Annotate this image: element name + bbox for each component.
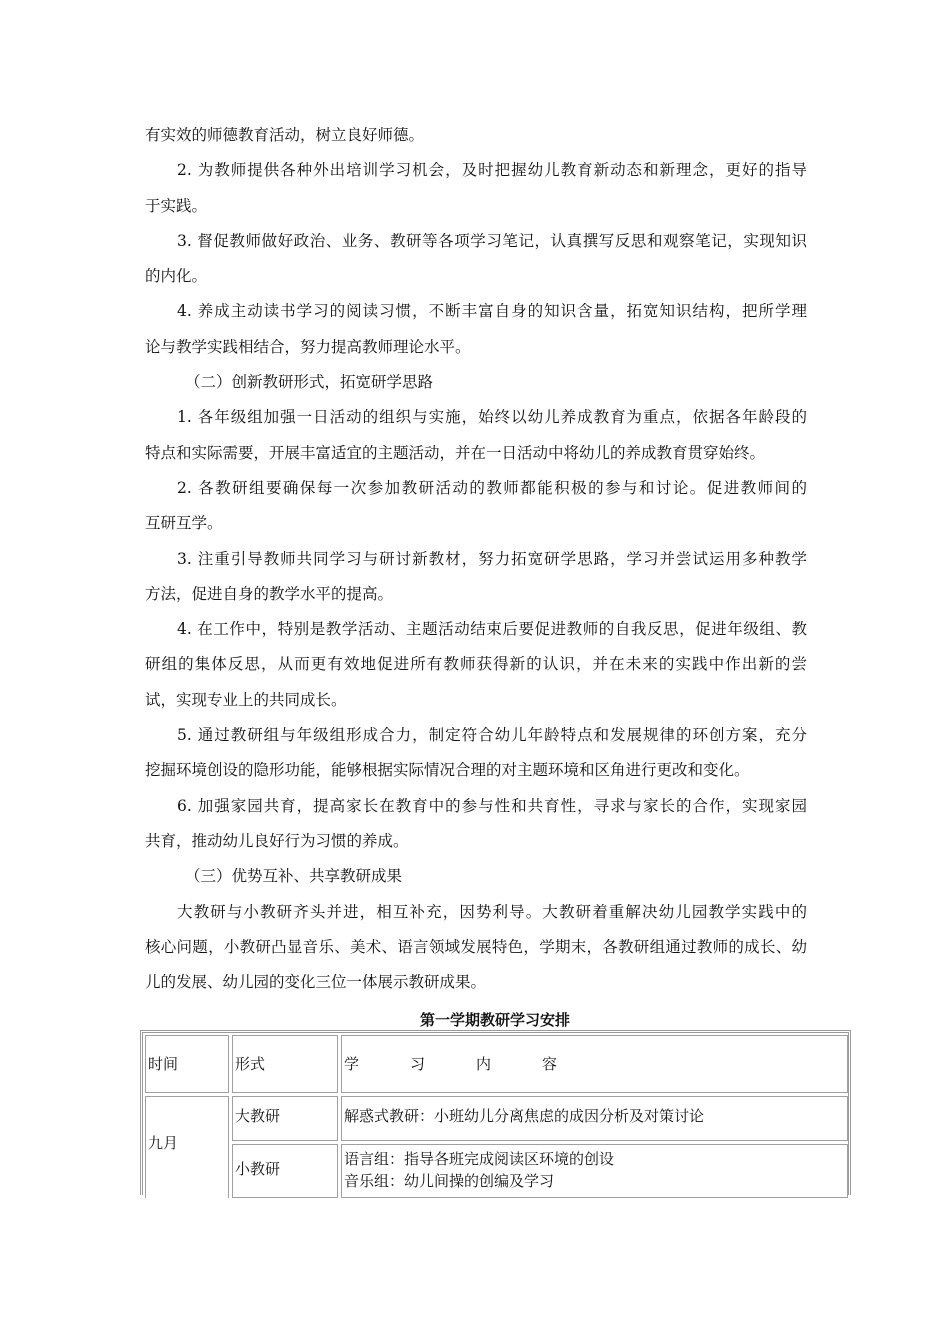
text-line: 2. 为教师提供各种外出培训学习机会，及时把握幼儿教育新动态和新理念，更好的指导 [177, 161, 807, 180]
header-content [341, 1035, 848, 1093]
schedule-table [140, 1030, 851, 1195]
cell-big-content: 解惑式教研：小班幼儿分离焦虑的成因分析及对策讨论 [341, 1096, 848, 1141]
header-content-char: 容 [542, 1055, 558, 1073]
text-line: 研组的集体反思，从而更有效地促进所有教师获得新的认识，并在未来的实践中作出新的尝 [145, 655, 807, 674]
cell-month: 九月 [145, 1096, 229, 1198]
small-content-line: 语言组：指导各班完成阅读区环境的创设 [344, 1150, 615, 1168]
text-line: 挖掘环境创设的隐形功能，能够根据实际情况合理的对主题环境和区角进行更改和变化。 [145, 761, 750, 780]
text-line: 论与教学实践相结合，努力提高教师理论水平。 [145, 337, 471, 356]
header-content-char: 内 [476, 1055, 492, 1073]
text-line: 的内化。 [145, 267, 208, 286]
header-form: 形式 [232, 1035, 338, 1093]
text-line: 4. 在工作中，特别是教学活动、主题活动结束后要促进教师的自我反思，促进年级组、教 [177, 620, 807, 639]
text-line: 2. 各教研组要确保每一次参加教研活动的教师都能积极的参与和讨论。促进教师间的 [177, 478, 807, 497]
text-line: 6. 加强家园共育，提高家长在教育中的参与性和共育性，寻求与家长的合作，实现家园 [177, 796, 807, 815]
text-line: 于实践。 [145, 196, 208, 215]
text-line: 特点和实际需要，开展丰富适宜的主题活动，并在一日活动中将幼儿的养成教育贯穿始终。 [145, 443, 766, 462]
text-line: 互研互学。 [145, 514, 223, 533]
cell-small-content [341, 1144, 848, 1198]
body-text [145, 118, 807, 1000]
cell-big-form: 大教研 [232, 1096, 338, 1141]
header-content-char: 习 [410, 1055, 426, 1073]
text-line: 有实效的师德教育活动，树立良好师德。 [145, 126, 425, 144]
text-line: 共育，推动幼儿良好行为习惯的养成。 [145, 831, 409, 850]
section-heading: （二）创新教研形式，拓宽研学思路 [185, 373, 434, 392]
text-line: 1. 各年级组加强一日活动的组织与实施，始终以幼儿养成教育为重点，依据各年龄段的 [177, 408, 807, 427]
text-line: 试，实现专业上的共同成长。 [145, 690, 347, 709]
section-heading: （三）优势互补、共享教研成果 [185, 867, 403, 886]
text-line: 3. 注重引导教师共同学习与研讨新教材，努力拓宽研学思路，学习并尝试运用多种教学 [177, 549, 807, 568]
header-time: 时间 [145, 1035, 229, 1093]
small-content-line: 音乐组：幼儿间操的创编及学习 [344, 1172, 555, 1190]
text-line: 大教研与小教研齐头并进，相互补充，因势利导。大教研着重解决幼儿园教学实践中的 [177, 902, 807, 921]
text-line: 3. 督促教师做好政治、业务、教研等各项学习笔记，认真撰写反思和观察笔记，实现知识 [177, 231, 807, 250]
text-line: 儿的发展、幼儿园的变化三位一体展示教研成果。 [145, 973, 487, 992]
text-line: 5. 通过教研组与年级组形成合力，制定符合幼儿年龄特点和发展规律的环创方案，充分 [177, 726, 807, 745]
cell-small-form: 小教研 [232, 1144, 338, 1198]
text-line: 方法，促进自身的教学水平的提高。 [145, 584, 394, 603]
table-title: 第一学期教研学习安排 [419, 1011, 570, 1029]
header-content-char: 学 [344, 1055, 360, 1073]
text-line: 4. 养成主动读书学习的阅读习惯，不断丰富自身的知识含量，拓宽知识结构，把所学理 [177, 302, 807, 321]
text-line: 核心问题，小教研凸显音乐、美术、语言领域发展特色，学期末，各教研组通过教师的成长、幼 [145, 937, 807, 956]
